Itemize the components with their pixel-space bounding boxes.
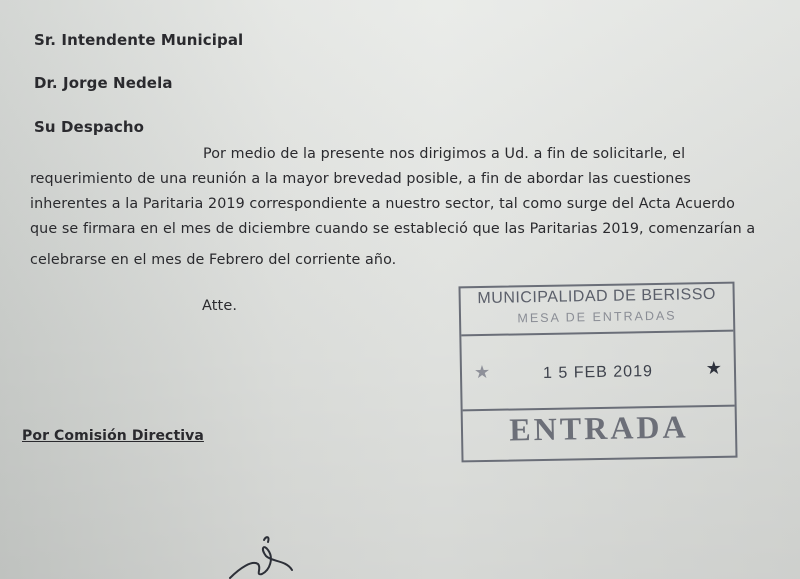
handwritten-signature <box>200 530 320 579</box>
reception-stamp <box>458 282 737 463</box>
body-line: inherentes a la Paritaria 2019 correspondiente a nuestro sector, tal como surge del Acta Acuerdo <box>30 196 735 212</box>
closing: Atte. <box>202 298 238 314</box>
body-line: Por medio de la presente nos dirigimos a Ud. a fin de solicitarle, el <box>203 146 686 162</box>
signature-label: Por Comisión Directiva <box>22 428 204 444</box>
recipient-office: Su Despacho <box>34 118 145 136</box>
stamp-date: 1 5 FEB 2019 <box>542 363 654 382</box>
recipient-title: Sr. Intendente Municipal <box>34 31 244 49</box>
body-line: que se firmara en el mes de diciembre cuando se estableció que las Paritarias 2019, comenzarían a <box>30 221 756 237</box>
body-line: celebrarse en el mes de Febrero del corriente año. <box>30 252 397 268</box>
stamp-divider <box>461 330 733 337</box>
stamp-status: ENTRADA <box>509 408 689 448</box>
body-line: requerimiento de una reunión a la mayor brevedad posible, a fin de abordar las cuestiones <box>30 171 691 187</box>
recipient-name: Dr. Jorge Nedela <box>34 74 173 92</box>
stamp-office: MESA DE ENTRADAS <box>517 308 677 326</box>
star-icon: ★ <box>473 361 491 384</box>
stamp-organization: MUNICIPALIDAD DE BERISSO <box>477 285 717 308</box>
star-icon: ★ <box>705 357 723 380</box>
